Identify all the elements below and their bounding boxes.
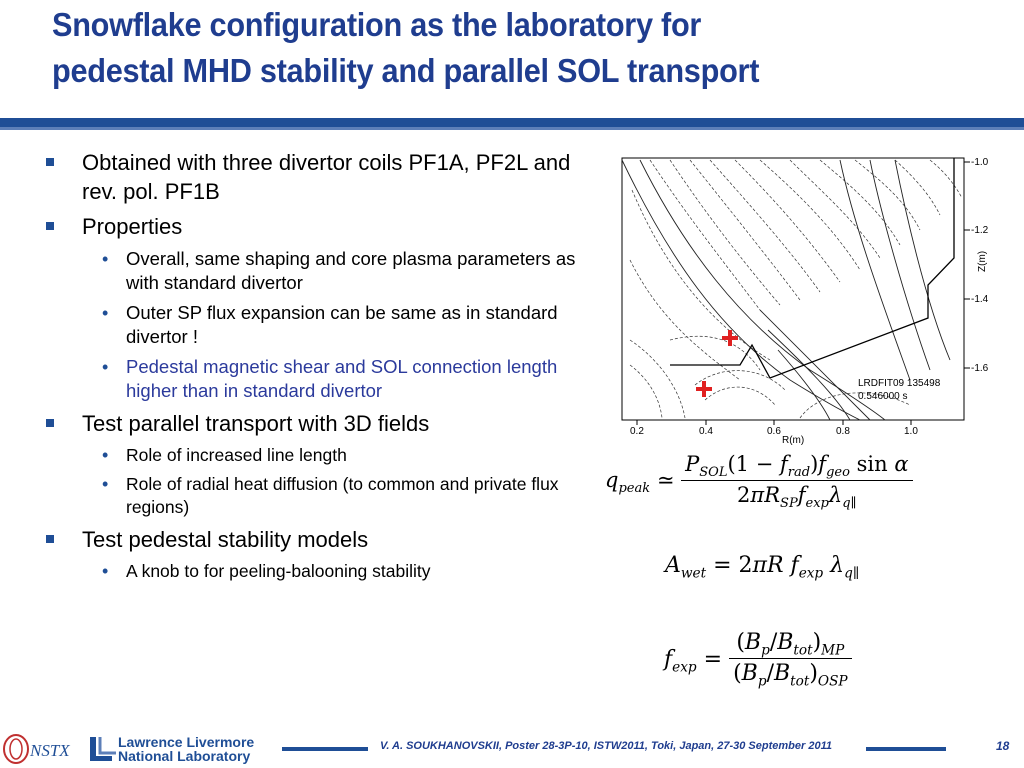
footer-citation: V. A. SOUKHANOVSKII, Poster 28-3P-10, ISTW2011, Toki, Japan, 27-30 September 2011 bbox=[380, 740, 832, 752]
title-line-1: Snowflake configuration as the laboratory for bbox=[52, 6, 702, 43]
bullet-item: Obtained with three divertor coils PF1A, PF2L and rev. pol. PF1B bbox=[44, 148, 604, 206]
sub-bullet-item: • Role of radial heat diffusion (to common and private flux regions) bbox=[102, 474, 559, 517]
dot-bullet-icon: • bbox=[102, 445, 109, 465]
bullet-item: Test parallel transport with 3D fields bbox=[44, 409, 604, 438]
y-tick-label: -1.0 bbox=[971, 157, 989, 168]
svg-text:NSTX: NSTX bbox=[30, 741, 70, 760]
square-bullet-icon bbox=[46, 535, 54, 543]
bullet-item: Properties bbox=[44, 212, 604, 241]
shot-info-line-2: 0.546000 s bbox=[858, 391, 908, 402]
dot-bullet-icon: • bbox=[102, 561, 109, 581]
square-bullet-icon bbox=[46, 222, 54, 230]
dot-bullet-icon: • bbox=[102, 249, 109, 269]
sub-bullet-item: • Overall, same shaping and core plasma parameters as with standard divertor bbox=[102, 248, 576, 293]
dot-bullet-icon: • bbox=[102, 474, 109, 494]
footer-bar-right bbox=[866, 747, 946, 751]
sub-bullet-item: • Role of increased line length bbox=[102, 445, 347, 465]
sub-bullet-item: • A knob to for peeling-balooning stability bbox=[102, 561, 431, 581]
y-tick-label: -1.2 bbox=[971, 225, 989, 236]
x-tick-label: 0.6 bbox=[767, 426, 781, 437]
sub-bullet-item: • Outer SP flux expansion can be same as in standard divertor ! bbox=[102, 302, 558, 347]
dot-bullet-icon: • bbox=[102, 357, 109, 377]
llnl-wordmark: Lawrence Livermore National Laboratory bbox=[118, 734, 255, 764]
x-tick-label: 0.2 bbox=[630, 426, 644, 437]
x-tick-label: 1.0 bbox=[904, 426, 918, 437]
nstx-logo-icon bbox=[2, 733, 84, 765]
y-tick-label: -1.4 bbox=[971, 294, 989, 305]
x-axis-label: R(m) bbox=[782, 435, 805, 445]
x-tick-label: 0.4 bbox=[699, 426, 713, 437]
equation-a-wet: $A_{wet} = 2\pi R$ $f_{exp}$ $\lambda_{q\parallel}$ bbox=[665, 553, 860, 582]
x-axis-ticks bbox=[637, 420, 911, 425]
y-tick-label: -1.6 bbox=[971, 363, 989, 374]
square-bullet-icon bbox=[46, 158, 54, 166]
dot-bullet-icon: • bbox=[102, 303, 109, 323]
y-axis-label: Z(m) bbox=[977, 250, 988, 272]
sub-bullet-item-highlight: • Pedestal magnetic shear and SOL connection length higher than in standard divertor bbox=[102, 356, 558, 401]
title-divider bbox=[0, 118, 1024, 127]
bullet-list bbox=[44, 148, 604, 589]
title-line-2: pedestal MHD stability and parallel SOL transport bbox=[52, 52, 760, 89]
flux-plot-svg bbox=[610, 150, 1022, 445]
title-divider-thin bbox=[0, 127, 1024, 130]
page-number: 18 bbox=[996, 739, 1010, 753]
y-axis-ticks bbox=[964, 162, 970, 368]
equilibrium-flux-plot bbox=[610, 150, 1022, 445]
x-tick-label: 0.8 bbox=[836, 426, 850, 437]
footer-bar-left bbox=[282, 747, 368, 751]
square-bullet-icon bbox=[46, 419, 54, 427]
bullet-item: Test pedestal stability models bbox=[44, 525, 604, 554]
equation-f-exp: $f_{exp}$ = $\frac{(B_p/B_{tot})_{MP}}{(B_p/B_{tot})_{OSP}}$ bbox=[664, 630, 852, 690]
equation-q-peak: $q_{peak}$ ≃ $\frac{P_{SOL}(1 - f_{rad})f_{geo} \sin \alpha}{2\pi R_{SP}f_{exp}\lambda_{q\parallel}}$ bbox=[605, 452, 913, 511]
slide-title bbox=[52, 2, 945, 94]
shot-info-line-1: LRDFIT09 135498 bbox=[858, 378, 941, 389]
